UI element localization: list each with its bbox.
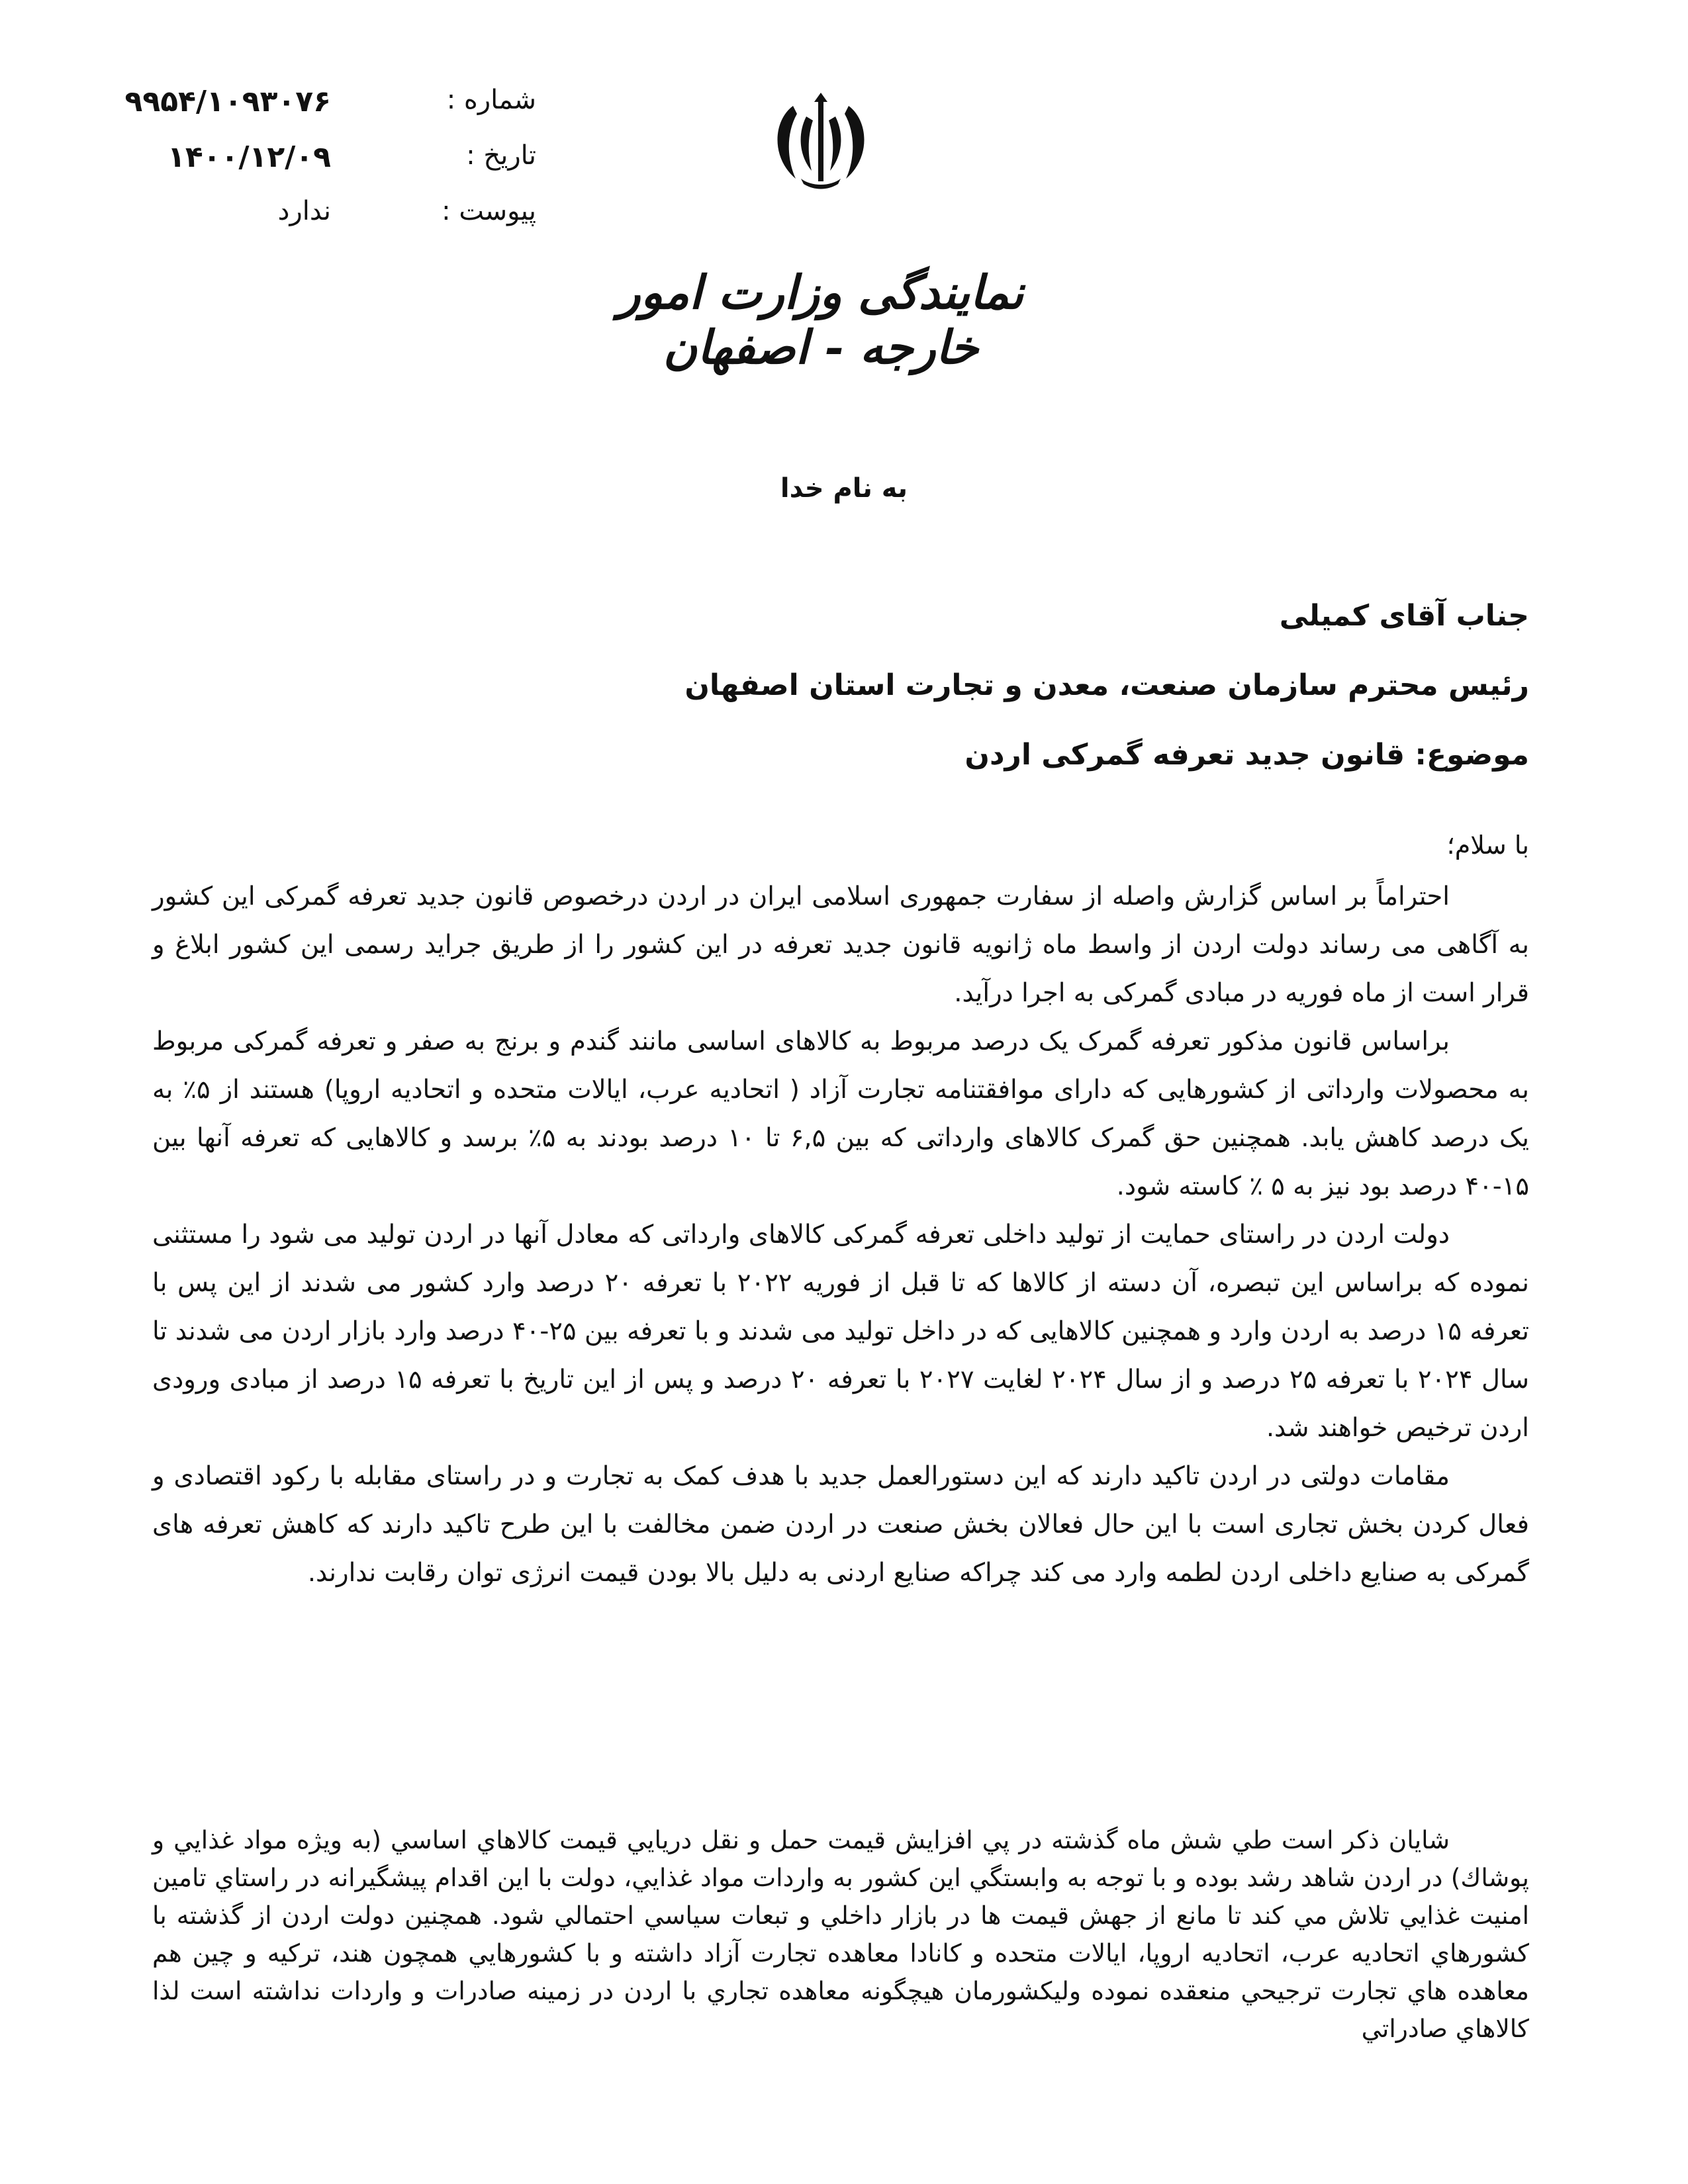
paragraph: شايان ذكر است طي شش ماه گذشته در پي افزايش قيمت حمل و نقل دريايي قيمت كالاهاي اساسي (به ويژه مواد غذايي و پوشاك) در اردن شاهد رشد بوده و با توجه به وابستگي اين كشور به واردات مواد غذايي، دولت با اين اقدام پيشگيرانه در راستاي تامين امنيت غذايي تلاش مي كند تا مانع از جهش قيمت ها در بازار داخلي و تبعات سياسي احتمالي شود. همچنين دولت اردن از گذشته با كشورهاي اتحاديه عرب، اتحاديه اروپا، ايالات متحده و كانادا معاهده تجارت آزاد داشته و با كشورهايي همچون هند، تركيه و چين هم معاهده هاي تجارت ترجيحي منعقده نموده وليكشورمان هيچگونه معاهده تجاري با اردن در زمينه صادرات و واردات نداشته است لذا كالاهاي صادراتي <box>152 1825 1529 2043</box>
letter-body-continued <box>152 1821 1529 2048</box>
paragraph: مقامات دولتی در اردن تاکید دارند که این دستورالعمل جدید با هدف کمک به تجارت و در راستای مقابله با رکود اقتصادی و فعال کردن بخش تجاری است با این حال فعالان بخش صنعت در اردن ضمن مخالفت با این طرح تاکید دارند که کاهش تعرفه های گمرکی به صنایع داخلی اردن لطمه وارد می کند چراکه صنایع اردنی به دلیل بالا بودن قیمت انرژی توان رقابت ندارند. <box>152 1461 1529 1588</box>
attachment-label: پیوست : <box>442 196 536 226</box>
subject: موضوع: قانون جدید تعرفه گمرکی اردن <box>964 738 1529 772</box>
bismillah: به نام خدا <box>780 473 908 504</box>
ministry-name: نمایندگی وزارت امور خارجه - اصفهان <box>618 265 1024 375</box>
number-row <box>113 85 536 140</box>
recipient-title: رئیس محترم سازمان صنعت، معدن و تجارت استان اصفهان <box>684 668 1529 702</box>
attachment-row <box>113 196 536 251</box>
paragraph: براساس قانون مذکور تعرفه گمرک یک درصد مربوط به کالاهای اساسی مانند گندم و برنج به صفر و تعرفه گمرکی مربوط به محصولات وارداتی از کشورهایی که دارای موافقتنامه تجارت آزاد ( اتحادیه عرب، ایالات متحده و اتحادیه اروپا) هستند از ۵٪ به یک درصد کاهش یابد. همچنین حق گمرک کالاهای وارداتی که بین ۶,۵ تا ۱۰ درصد بودند به ۵٪ برسد و کالاهایی که تعرفه آنها بین ۱۵-۴۰ درصد بود نیز به ۵ ٪ کاسته شود. <box>152 1026 1529 1201</box>
paragraph: دولت اردن در راستای حمایت از تولید داخلی تعرفه گمرکی کالاهای وارداتی که معادل آنها در اردن تولید می شود را مستثنی نموده که براساس این تبصره، آن دسته از کالاها که تا قبل از فوریه ۲۰۲۲ با تعرفه ۲۰ درصد وارد کشور می شدند از این پس با تعرفه ۱۵ درصد به اردن وارد و همچنین کالاهایی که در داخل تولید می شدند و با تعرفه بین ۲۵-۴۰ درصد وارد بازار اردن می شدند تا سال ۲۰۲۴ با تعرفه ۲۵ درصد و از سال ۲۰۲۴ لغایت ۲۰۲۷ با تعرفه ۲۰ درصد و پس از این تاریخ با تعرفه ۱۵ درصد از مبادی ورودی اردن ترخیص خواهند شد. <box>152 1220 1530 1443</box>
salutation: با سلام؛ <box>1446 831 1529 860</box>
letter-meta <box>113 85 536 251</box>
attachment-value: ندارد <box>277 196 331 226</box>
recipient: جناب آقای کمیلی <box>1279 599 1529 633</box>
number-value: ۹۹۵۴/۱۰۹۳۰۷۶ <box>124 85 331 118</box>
date-row <box>113 140 536 196</box>
letter-body <box>152 872 1529 1597</box>
date-value: ۱۴۰۰/۱۲/۰۹ <box>167 140 331 174</box>
paragraph: احتراماً بر اساس گزارش واصله از سفارت جمهوری اسلامی ایران در اردن درخصوص قانون جدید تعرفه گمرکی این کشور به آگاهی می رساند دولت اردن از واسط ماه ژانویه قانون جدید تعرفه در این کشور را از طریق جراید رسمی این کشور ابلاغ و قرار است از ماه فوریه در مبادی گمرکی به اجرا درآید. <box>152 882 1529 1008</box>
iran-emblem-icon <box>761 79 880 199</box>
number-label: شماره : <box>446 85 536 115</box>
date-label: تاریخ : <box>466 140 536 171</box>
